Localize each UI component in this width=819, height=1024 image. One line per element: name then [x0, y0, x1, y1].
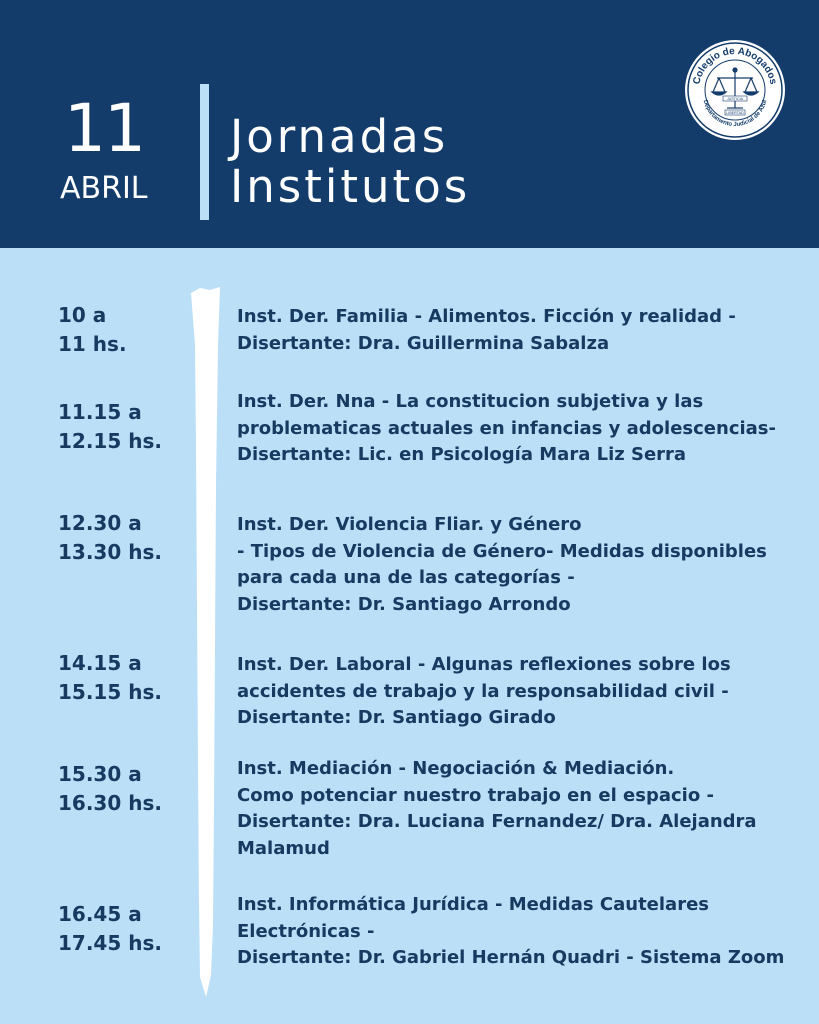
time-start: 10 a: [58, 303, 107, 327]
schedule-time: [58, 509, 162, 567]
time-end: 13.30 hs.: [58, 540, 162, 564]
time-end: 12.15 hs.: [58, 429, 162, 453]
time-start: 15.30 a: [58, 762, 142, 786]
schedule-time: [58, 398, 162, 456]
time-end: 17.45 hs.: [58, 931, 162, 955]
schedule-description: [237, 652, 807, 732]
description-line: Inst. Der. Familia - Alimentos. Ficción y realidad -: [237, 306, 736, 327]
description-line: Inst. Der. Laboral - Algunas reflexiones sobre los: [237, 654, 731, 675]
schedule-description: [237, 892, 807, 972]
time-end: 11 hs.: [58, 332, 127, 356]
description-line: Disertante: Dr. Santiago Arrondo: [237, 593, 571, 615]
schedule-description: [237, 512, 807, 618]
schedule-time: [58, 900, 162, 958]
description-line: Disertante: Dr. Gabriel Hernán Quadri - Sistema Zoom: [237, 947, 785, 968]
header-banner: [0, 0, 819, 248]
event-title-line-2: Institutos: [230, 160, 471, 213]
time-start: 11.15 a: [58, 400, 142, 424]
event-title: [230, 112, 470, 212]
logo-ribbon-bottom: LIBERTAD: [726, 111, 744, 115]
description-line: Disertante: Dra. Guillermina Sabalza: [237, 332, 610, 354]
description-line: Como potenciar nuestro trabajo en el espacio -: [237, 784, 714, 806]
schedule-time: [58, 760, 162, 818]
time-end: 16.30 hs.: [58, 791, 162, 815]
description-line: Disertante: Dra. Luciana Fernandez/ Dra. Alejandra: [237, 811, 757, 832]
description-line: Disertante: Lic. en Psicología Mara Liz Serra: [237, 444, 687, 465]
time-start: 16.45 a: [58, 902, 142, 926]
description-line: Electrónicas -: [237, 920, 375, 942]
schedule-time: [58, 301, 127, 359]
event-day: 11: [64, 90, 144, 167]
description-line: Inst. Mediación - Negociación & Mediación.: [237, 758, 675, 779]
description-line: Inst. Der. Nna - La constitucion subjetiva y las: [237, 391, 704, 412]
schedule-description: [237, 389, 807, 469]
time-end: 15.15 hs.: [58, 680, 162, 704]
event-month: ABRIL: [60, 171, 148, 206]
schedule-description: [237, 304, 807, 357]
schedule-time: [58, 649, 162, 707]
header-divider: [200, 84, 209, 220]
description-line: Inst. Informática Jurídica - Medidas Cautelares: [237, 894, 709, 915]
description-line: para cada una de las categorías -: [237, 567, 575, 588]
description-line: Disertante: Dr. Santiago Girado: [237, 707, 556, 728]
description-line: problematicas actuales en infancias y adolescencias-: [237, 417, 776, 439]
time-start: 12.30 a: [58, 511, 142, 535]
time-start: 14.15 a: [58, 651, 142, 675]
logo-ribbon-top: JUSTICIA: [727, 97, 743, 101]
description-line: accidentes de trabajo y la responsabilidad civil -: [237, 680, 729, 702]
logo-bottom-text: Departamento Judicial de Azul: [701, 99, 769, 129]
description-line: - Tipos de Violencia de Género- Medidas disponibles: [237, 540, 767, 562]
description-line: Inst. Der. Violencia Fliar. y Género: [237, 514, 582, 535]
description-line: Malamud: [237, 837, 330, 859]
logo-top-text: Colegio de Abogados: [691, 45, 779, 86]
schedule-description: [237, 756, 807, 862]
event-title-line-1: Jornadas: [230, 110, 449, 163]
colegio-abogados-logo: [683, 38, 787, 142]
timeline-bar: [186, 285, 226, 1005]
